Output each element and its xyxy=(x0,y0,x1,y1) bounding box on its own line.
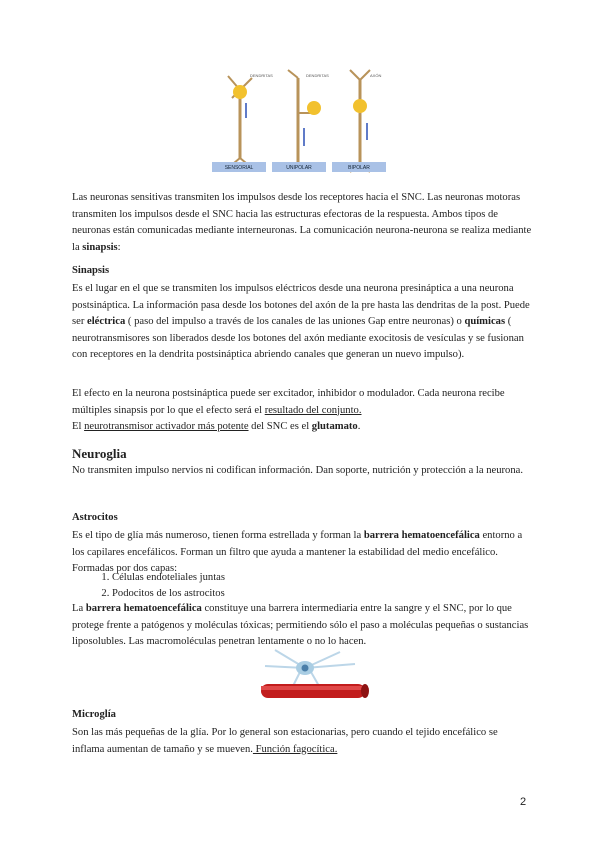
sinapsis-paragraph: Es el lugar en el que se transmiten los impulsos eléctricos desde una neurona presináptica a una neurona postsináptica. La información pasa desde los botones del axón de la pre hasta las dendritas de la post. Puede ser eléctrica ( paso del impulso a través de los canales de las uniones Gap entre neuronas) o químicas ( neurotransmisores son liberados desde los botones del axón mediante exocitosis de vesículas y se fusionan con receptores en la dendrita postsináptica abriendo canales que generan un nuevo impulso). xyxy=(72,283,530,360)
label-unipolar: UNIPOLAR xyxy=(286,165,312,171)
neuroglia-paragraph: No transmiten impulso nervios ni codifican información. Dan soporte, nutrición y protección a la neurona. xyxy=(72,465,523,476)
microglia-heading: Microglía xyxy=(72,709,116,720)
caption-2: DENDRITAS xyxy=(306,73,329,78)
astrocitos-heading: Astrocitos xyxy=(72,512,118,523)
list-item: 2. Podocitos de los astrocitos xyxy=(112,586,225,602)
label-bipolar: BIPOLAR xyxy=(348,165,370,171)
astrocitos-list xyxy=(72,570,225,602)
glutamato-paragraph: El neurotransmisor activador más potente del SNC es el glutamato. xyxy=(72,421,361,432)
microglia-paragraph: Son las más pequeñas de la glía. Por lo general son estacionarias, pero cuando el tejido encefálico se inflama aumentan de tamaño y se mueven. Función fagocítica. xyxy=(72,727,498,755)
label-sensorial: SENSORIAL xyxy=(224,165,254,171)
neuron-types-figure xyxy=(210,68,390,178)
intro-paragraph: Las neuronas sensitivas transmiten los impulsos desde los receptores hacia el SNC. Las neuronas motoras transmiten los impulsos desde el SNC hacia las estructuras efectoras de la respuesta. Ambos tipos de neuronas están comunicadas mediante interneuronas. La comunicación neurona-neurona se realiza mediante la sinapsis: xyxy=(72,192,532,253)
page-number: 2 xyxy=(520,796,527,808)
caption-3: AXÓN xyxy=(370,73,382,78)
neuroglia-heading: Neuroglia xyxy=(72,446,127,461)
astrocitos-paragraph: Es el tipo de glía más numeroso, tienen forma estrellada y forman la barrera hematoencefálica entorno a los capilares encefálicos. Forman un filtro que ayuda a mantener la estabilidad del medio encefálico. Formadas por dos capas: xyxy=(72,530,523,574)
astrocyte-capillary-figure xyxy=(255,648,375,703)
barrera-paragraph: La barrera hematoencefálica constituye una barrera intermediaria entre la sangre y el SNC, por lo que protege frente a patógenos y moléculas tóxicas; permitiendo sólo el paso a moléculas pequeñas o sustancias liposolubles. Las macromoléculas penetran lentamente o no lo hacen. xyxy=(72,603,529,647)
sinapsis-heading: Sinapsis xyxy=(72,265,110,276)
caption-1: DENDRITAS xyxy=(250,73,273,78)
list-item: 1. Células endoteliales juntas xyxy=(112,570,225,586)
sinapsis-effect-paragraph: El efecto en la neurona postsináptica puede ser excitador, inhibidor o modulador. Cada neurona recibe múltiples sinapsis por lo que el efecto será el resultado del conjunto. xyxy=(72,388,505,416)
